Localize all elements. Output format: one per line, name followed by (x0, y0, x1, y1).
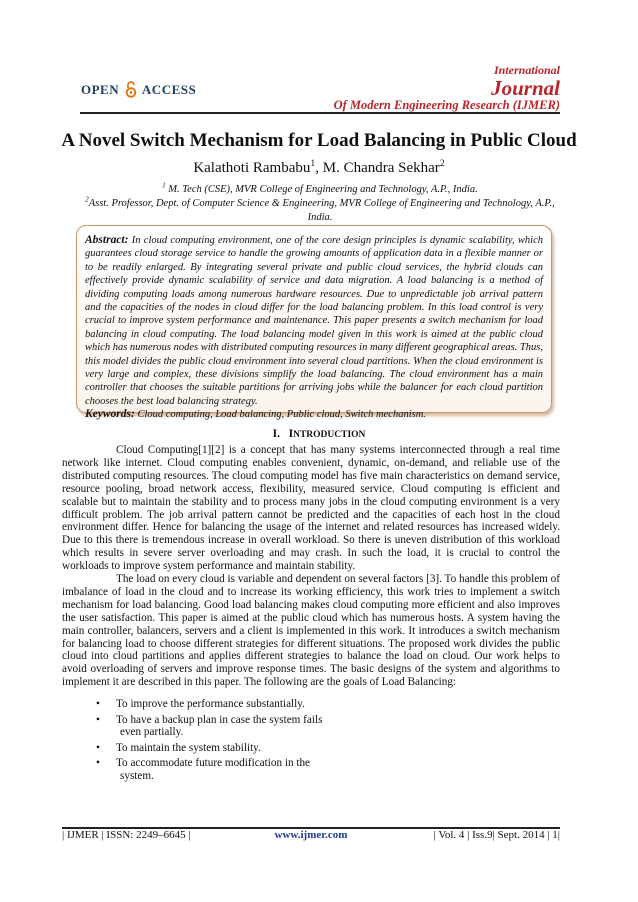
author-2: M. Chandra Sekhar (322, 160, 440, 176)
goal-item (96, 742, 396, 755)
author-1: Kalathoti Rambabu (193, 160, 311, 176)
journal-subtitle: Of Modern Engineering Research (IJMER) (333, 98, 560, 112)
author-line (60, 160, 578, 177)
abstract-text: In cloud computing environment, one of the core design principles is dynamic scalability, which guarantees cloud storage service to handle the growing amounts of application data in a flexible manner or to be readily enlarged. By integrating several private and public cloud services, the hybrid clouds can effectively provide dynamic scalability of service and data migration. A load balancing is a method of dividing computing loads among numerous hardware resources. Due to unpredictable job arrival pattern and the capacities of the nodes in cloud differ for the load balancing problem. In this load control is very crucial to improve system performance and maintenance. This paper presents a switch mechanism for load balancing in cloud computing. The load balancing model given in this work is aimed at the public cloud which has numerous nodes with distributed computing resources in many different geographical areas. Thus, this model divides the public cloud environment into several cloud partitions. When the cloud environment is very large and complex, these divisions simplify the load balancing. The cloud environment has a main controller that chooses the suitable partitions for arriving jobs while the balancer for each cloud partition chooses the best load balancing strategy. (85, 235, 543, 407)
intro-paragraph-1-block (62, 444, 560, 573)
affiliation-2 (80, 197, 560, 225)
section-title-rest: NTRODUCTION (293, 430, 366, 440)
goal-text: To maintain the system stability. (116, 741, 261, 754)
goal-text-continued: even partially. (120, 726, 184, 739)
keywords-label: Keywords: (85, 408, 135, 421)
author-1-sup: 1 (310, 158, 316, 169)
abstract-box (76, 225, 552, 421)
author-separator: , (315, 160, 323, 176)
intro-paragraph-2: The load on every cloud is variable and dependent on several factors [3]. To handle this problem of imbalance of load in the cloud and to increase its working efficiency, this work tries to implement a switch mechanism for load balancing. Good load balancing makes cloud computing more efficient and also improves the user satisfaction. This paper is aimed at the public cloud which has numerous hosts. A system having the main controller, balancers, servers and a client is implemented in this work. It introduces a switch mechanism for balancing load to choose different strategies for different situations. The proposed work divides the public cloud into cloud partitions and applies different strategies to balance the load on cloud. Our work helps to avoid overloading of servers and improve response times. The basic designs of the system and algorithms to implement it are described in this paper. The following are the goals of Load Balancing: (62, 573, 560, 689)
goal-text-continued: system. (120, 770, 154, 783)
section-number: I. (272, 428, 280, 440)
open-access-text-left: OPEN (81, 82, 120, 97)
goal-item (96, 698, 396, 711)
affiliation-1-text: M. Tech (CSE), MVR College of Engineering and Technology, A.P., India. (165, 184, 478, 195)
goals-list (96, 698, 396, 786)
affiliation-2-sup: 2 (85, 196, 89, 204)
abstract-label: Abstract: (85, 234, 129, 246)
section-heading (60, 428, 578, 440)
intro-paragraph-2-block (62, 573, 560, 689)
goal-text: To have a backup plan in case the system fails (116, 713, 323, 726)
affiliation-1 (80, 183, 560, 197)
goal-item (96, 714, 396, 740)
footer-left: | IJMER | ISSN: 2249–6645 | (62, 829, 191, 841)
author-2-sup: 2 (439, 158, 445, 169)
goal-text: To improve the performance substantially. (116, 698, 305, 710)
open-access-logo (81, 80, 196, 98)
open-access-text-right: ACCESS (141, 82, 197, 97)
paper-title: A Novel Switch Mechanism for Load Balancing in Public Cloud (61, 130, 577, 151)
header-rule (80, 112, 560, 114)
journal-international: International (493, 63, 560, 77)
intro-paragraph-1: Cloud Computing[1][2] is a concept that has many systems interconnected through a real time network like internet. Cloud computing enables convenient, dynamic, on-demand, and reliable use of the distributed computing resources. The cloud computing model has five main characteristics on demand service, resource pooling, broad network access, flexibility, measured service. Cloud computing is efficient and scalable but to maintain the stability and to process many jobs in the cloud computing environment is a very difficult problem. The job arrival pattern cannot be predicted and the capacities of each host in the cloud environment differ. Hence for balancing the usage of the internet and related resources has increased widely. Due to this there is tremendous increase in overall workload. So there is uneven distribution of this workload which results in severe server overloading and may crash. In such the load, it is crucial to control the workloads to improve system performance and maintain stability. (62, 444, 560, 573)
footer-website-link[interactable]: www.ijmer.com (274, 829, 348, 841)
section-title-initial: I (288, 428, 294, 440)
journal-name: Journal (491, 76, 560, 100)
goal-item (96, 757, 396, 783)
footer-right: | Vol. 4 | Iss.9| Sept. 2014 | 1| (433, 829, 560, 841)
goal-text: To accommodate future modification in the (116, 757, 310, 770)
keywords-text: Cloud computing, Load balancing, Public cloud, Switch mechanism. (137, 409, 426, 421)
affiliation-1-sup: 1 (162, 182, 166, 190)
open-lock-icon (125, 80, 137, 98)
affiliation-2-text: Asst. Professor, Dept. of Computer Science & Engineering, MVR College of Engineering and Technology, A.P., India. (88, 198, 555, 223)
